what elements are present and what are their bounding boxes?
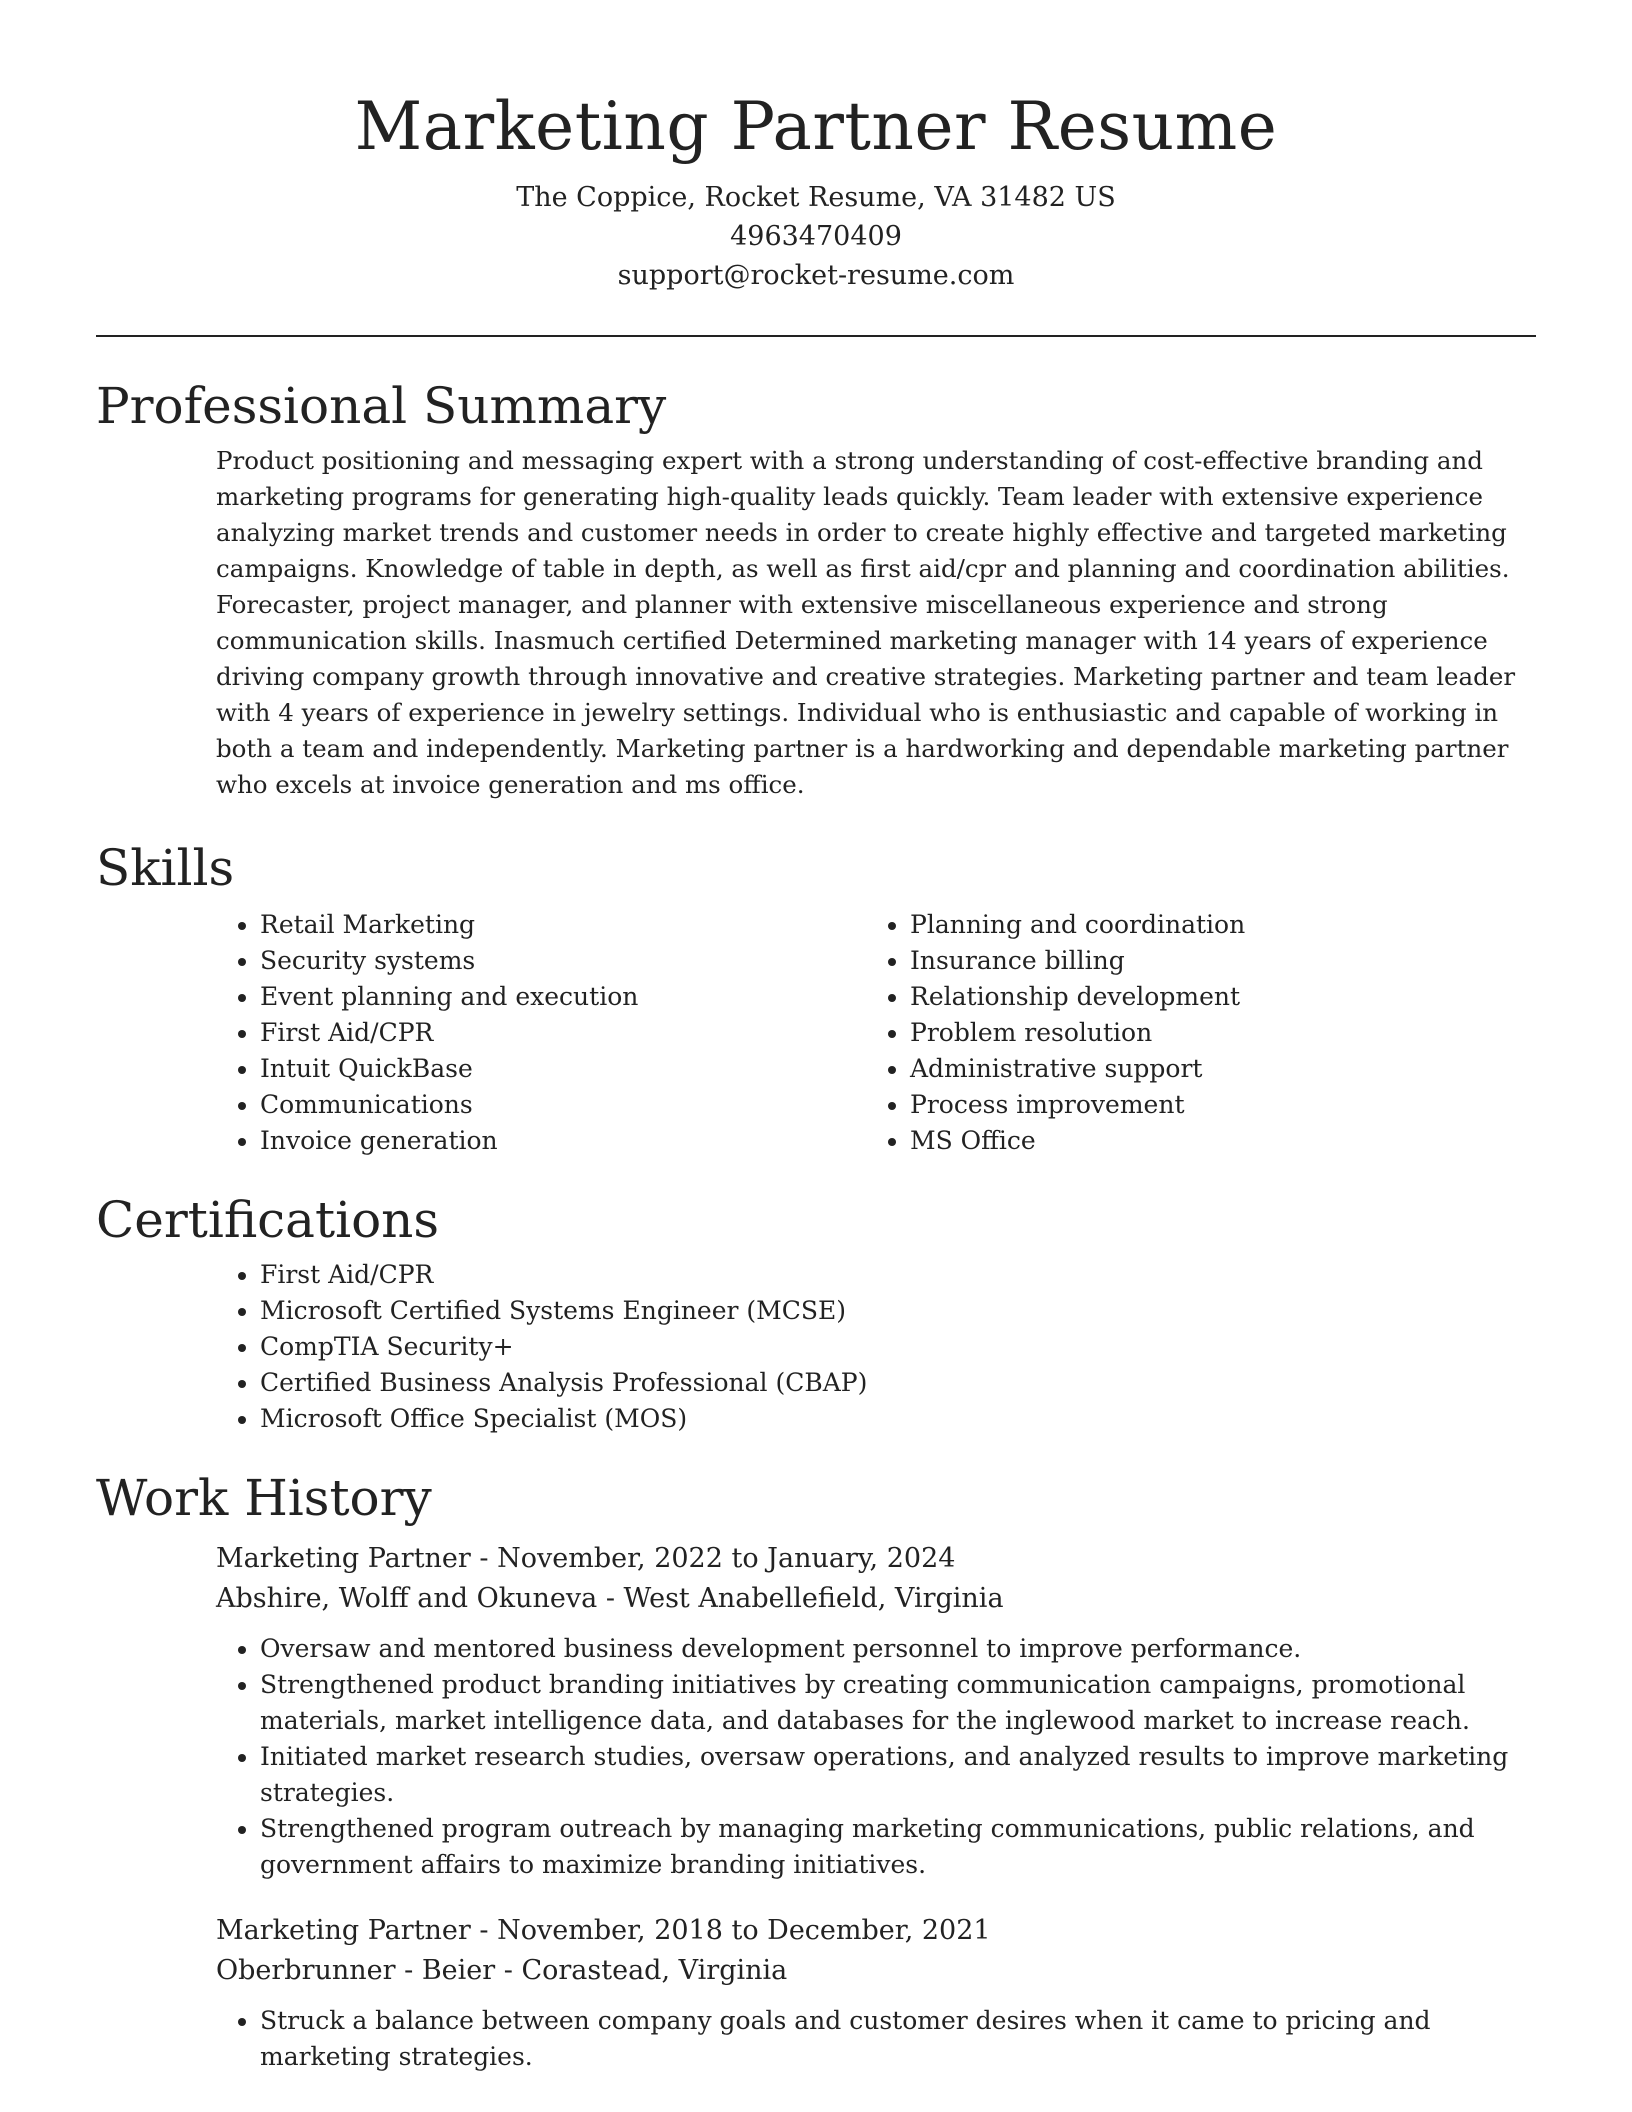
job-duty-item: • Initiated market research studies, oversaw operations, and analyzed results to improve marketing strategies. [260, 1739, 1536, 1811]
resume-title: Marketing Partner Resume [354, 88, 1278, 165]
job-duty-item: • Strengthened program outreach by managing marketing communications, public relations, and government affairs to maximize branding initiatives. [260, 1811, 1536, 1883]
skills-column-left [216, 907, 866, 1159]
skills-section [216, 907, 1536, 1159]
skills-heading: Skills [96, 839, 235, 897]
certification-item: • Microsoft Office Specialist (MOS) [260, 1401, 1536, 1437]
summary-text: Product positioning and messaging expert with a strong understanding of cost-effective branding and marketing programs for generating high-quality leads quickly. Team leader with extensive experience analyzing market trends and customer needs in order to create highly effective and targeted marketing campaigns. Knowledge of table in depth, as well as first aid/cpr and planning and coordination abilities. Forecaster, project manager, and planner with extensive miscellaneous experience and strong communication skills. Inasmuch certified Determined marketing manager with 14 years of experience driving company growth through innovative and creative strategies. Marketing partner and team leader with 4 years of experience in jewelry settings. Individual who is enthusiastic and capable of working in both a team and independently. Marketing partner is a hardworking and dependable marketing partner who excels at invoice generation and ms office. [216, 446, 1516, 799]
job-title-line [216, 1539, 1526, 1579]
skills-column-right [866, 907, 1516, 1159]
job-entry-2 [216, 1911, 1526, 1991]
contact-phone: 4963470409 [730, 221, 902, 252]
skill-item: • Security systems [260, 943, 866, 979]
job-title-line [216, 1911, 1526, 1951]
job-duty-item: • Struck a balance between company goals and customer desires when it came to pricing and marketing strategies. [260, 2003, 1536, 2075]
skill-item: • First Aid/CPR [260, 1015, 866, 1051]
skill-item: • Planning and coordination [910, 907, 1516, 943]
skill-item: • Retail Marketing [260, 907, 866, 943]
skill-item: • Event planning and execution [260, 979, 866, 1015]
job-location: - Corastead, Virginia [503, 1955, 788, 1986]
job-duty-item: • Strengthened product branding initiatives by creating communication campaigns, promotional materials, market intelligence data, and databases for the inglewood market to increase reach. [260, 1667, 1536, 1739]
job-location: - West Anabellefield, Virginia [605, 1583, 1004, 1614]
job-dates: - November, 2018 to December, 2021 [479, 1915, 991, 1946]
job-company: Abshire, Wolff and Okuneva [216, 1583, 598, 1614]
contact-address: The Coppice, Rocket Resume, VA 31482 US [516, 182, 1116, 213]
summary-heading: Professional Summary [96, 377, 667, 435]
contact-email: support@rocket-resume.com [617, 260, 1015, 291]
skill-item: • Administrative support [910, 1051, 1516, 1087]
skill-item: • Communications [260, 1087, 866, 1123]
certification-item: • Certified Business Analysis Professional (CBAP) [260, 1365, 1536, 1401]
certification-item: • First Aid/CPR [260, 1257, 1536, 1293]
job-company-line [216, 1579, 1526, 1619]
job-2-duties [216, 2003, 1536, 2075]
skill-item: • Intuit QuickBase [260, 1051, 866, 1087]
skill-item: • Insurance billing [910, 943, 1516, 979]
job-duty-item: • Oversaw and mentored business development personnel to improve performance. [260, 1631, 1536, 1667]
skill-item: • Invoice generation [260, 1123, 866, 1159]
job-1-duties [216, 1631, 1536, 1883]
skill-item: • Process improvement [910, 1087, 1516, 1123]
job-entry-1 [216, 1539, 1526, 1619]
skill-item: • MS Office [910, 1123, 1516, 1159]
skill-item: • Relationship development [910, 979, 1516, 1015]
job-company-line [216, 1951, 1526, 1991]
certifications-heading: Certifications [96, 1191, 440, 1249]
work-history-heading: Work History [96, 1469, 432, 1527]
certification-item: • CompTIA Security+ [260, 1329, 1536, 1365]
resume-page [96, 0, 1536, 2075]
certifications-section [216, 1257, 1536, 1437]
job-title: Marketing Partner [216, 1543, 471, 1574]
job-company: Oberbrunner - Beier [216, 1955, 496, 1986]
certification-item: • Microsoft Certified Systems Engineer (MCSE) [260, 1293, 1536, 1329]
summary-section [216, 443, 1526, 803]
header-divider [96, 335, 1536, 337]
job-dates: - November, 2022 to January, 2024 [479, 1543, 956, 1574]
skill-item: • Problem resolution [910, 1015, 1516, 1051]
contact-block [96, 178, 1536, 295]
job-title: Marketing Partner [216, 1915, 471, 1946]
